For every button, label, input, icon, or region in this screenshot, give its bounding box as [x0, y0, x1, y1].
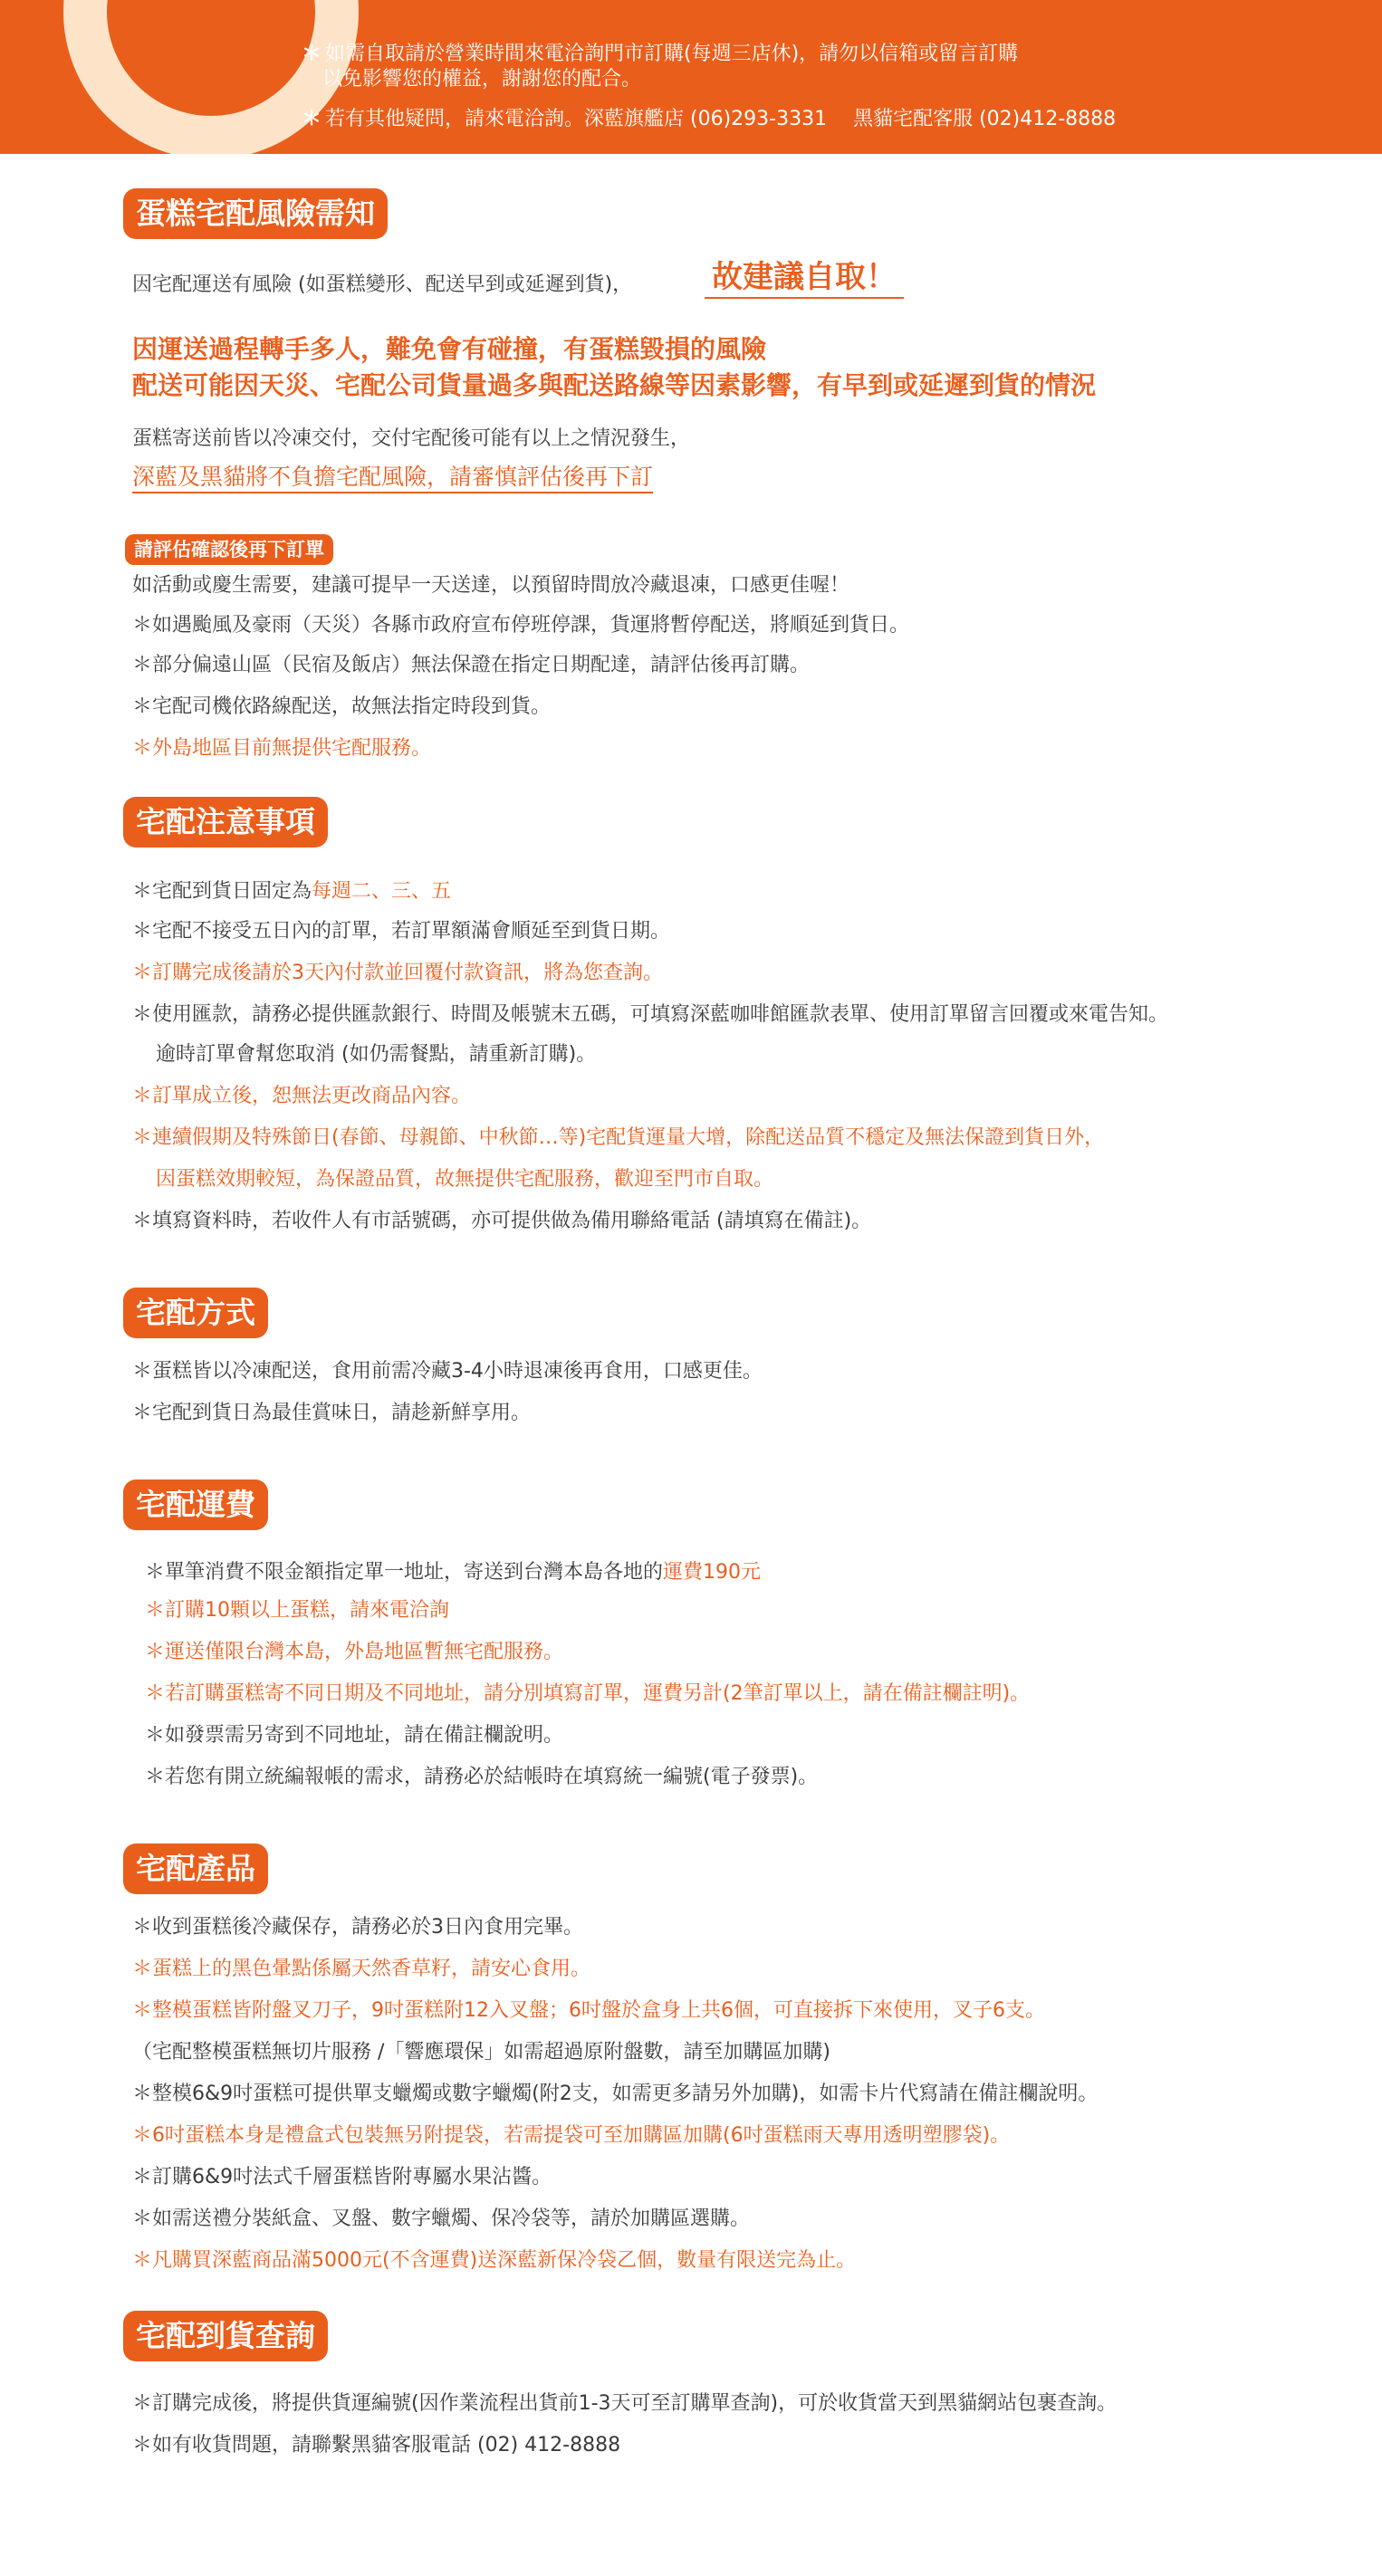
- notice-line-1-text: ＊宅配到貨日固定為: [132, 880, 312, 903]
- fee-line-1: [145, 1559, 761, 1586]
- notice-line-4: ＊使用匯款，請務必提供匯款銀行、時間及帳號末五碼，可填寫深藍咖啡館匯款表單、使用訂單留言回覆或來電告知。: [132, 1003, 1169, 1026]
- section-title-notice: 宅配注意事項: [123, 797, 328, 847]
- product-line-2: ＊蛋糕上的黑色暈點係屬天然香草籽，請安心食用。: [132, 1958, 591, 1980]
- risk-note-2-text: 深藍及黑貓將不負擔宅配風險，請審慎評估後再下訂: [132, 464, 653, 493]
- banner-note-1-text: 如需自取請於營業時間來電洽詢門市訂購(每週三店休)，請勿以信箱或留言訂購: [325, 43, 1019, 65]
- banner-note-1-cont: 以免影響您的權益，謝謝您的配合。: [322, 68, 642, 91]
- risk-line-0: 如活動或慶生需要，建議可提早一天送達，以預留時間放冷藏退凍，口感更佳喔！: [132, 574, 850, 597]
- notice-line-3: ＊訂購完成後請於3天內付款並回覆付款資訊，將為您查詢。: [132, 962, 663, 984]
- product-line-3: ＊整模蛋糕皆附盤叉刀子，9吋蛋糕附12入叉盤；6吋盤於盒身上共6個，可直接拆下來使用，叉子6支。: [132, 1999, 1045, 2022]
- method-line-1: ＊蛋糕皆以冷凍配送，食用前需冷藏3-4小時退凍後再食用，口感更佳。: [132, 1360, 763, 1383]
- banner-note-1: ＊ 如需自取請於營業時間來電洽詢門市訂購(每週三店休)，請勿以信箱或留言訂購: [302, 43, 1019, 65]
- banner-note-2-text: 若有其他疑問，請來電洽詢。深藍旗艦店 (06)293-3331 黑貓宅配客服 (02)412-8888: [325, 108, 1117, 130]
- fee-amount: 運費190元: [663, 1561, 762, 1584]
- product-line-8: ＊如需送禮分裝紙盒、叉盤、數字蠟燭、保冷袋等，請於加購區選購。: [132, 2207, 751, 2230]
- method-line-2: ＊宅配到貨日為最佳賞味日，請趁新鮮享用。: [132, 1402, 532, 1424]
- section-title-method: 宅配方式: [123, 1288, 268, 1338]
- risk-note-2: [132, 464, 653, 491]
- product-line-6: ＊6吋蛋糕本身是禮盒式包裝無另附提袋，若需提袋可至加購區加購(6吋蛋糕雨天專用透明塑膠袋)。: [132, 2124, 1011, 2147]
- risk-line-2: ＊部分偏遠山區（民宿及飯店）無法保證在指定日期配達，請評估後再訂購。: [132, 654, 811, 676]
- risk-line-4: ＊外島地區目前無提供宅配服務。: [132, 737, 432, 760]
- risk-line-1: ＊如遇颱風及豪雨（天災）各縣市政府宣布停班停課，貨運將暫停配送，將順延到貨日。: [132, 614, 910, 637]
- banner-note-2: ＊ 若有其他疑問，請來電洽詢。深藍旗艦店 (06)293-3331 黑貓宅配客服 (02)412-8888: [302, 108, 1117, 130]
- fee-line-5: ＊如發票需另寄到不同地址，請在備註欄說明。: [145, 1724, 564, 1747]
- section-title-risk: 蛋糕宅配風險需知: [123, 188, 388, 239]
- fee-line-2: ＊訂購10顆以上蛋糕，請來電洽詢: [145, 1599, 449, 1622]
- notice-line-6: ＊訂單成立後，恕無法更改商品內容。: [132, 1085, 472, 1107]
- tracking-line-1: ＊訂購完成後，將提供貨運編號(因作業流程出貨前1-3天可至訂購單查詢)，可於收貨當天到黑貓網站包裹查詢。: [132, 2392, 1118, 2415]
- notice-line-9: ＊填寫資料時，若收件人有市話號碼，亦可提供做為備用聯絡電話 (請填寫在備註)。: [132, 1210, 872, 1232]
- fee-line-4: ＊若訂購蛋糕寄不同日期及不同地址，請分別填寫訂單，運費另計(2筆訂單以上，請在備註欄註明)。: [145, 1682, 1031, 1705]
- risk-intro: 因宅配運送有風險 (如蛋糕變形、配送早到或延遲到貨)，: [132, 273, 633, 296]
- risk-confirm-pill: 請評估確認後再下訂單: [125, 534, 333, 565]
- product-line-7: ＊訂購6&9吋法式千層蛋糕皆附專屬水果沾醬。: [132, 2166, 552, 2188]
- notice-line-5: 逾時訂單會幫您取消 (如仍需餐點，請重新訂購)。: [156, 1043, 597, 1066]
- notice-delivery-days: 每週二、三、五: [312, 880, 452, 903]
- risk-note-1: 蛋糕寄送前皆以冷凍交付，交付宅配後可能有以上之情況發生，: [132, 427, 691, 450]
- top-banner: [0, 0, 1382, 154]
- risk-recommend: 故建議自取！: [705, 257, 904, 299]
- risk-warn-2: 配送可能因天災、宅配公司貨量過多與配送路線等因素影響，有早到或延遲到貨的情況: [132, 370, 1097, 400]
- notice-line-1: [132, 878, 451, 905]
- fee-line-1-text: ＊單筆消費不限金額指定單一地址，寄送到台灣本島各地的: [145, 1561, 664, 1584]
- notice-line-7: ＊連續假期及特殊節日(春節、母親節、中秋節…等)宅配貨運量大增，除配送品質不穩定及無法保證到貨日外，: [132, 1126, 1105, 1149]
- risk-line-3: ＊宅配司機依路線配送，故無法指定時段到貨。: [132, 695, 552, 718]
- section-title-tracking: 宅配到貨查詢: [123, 2311, 328, 2361]
- fee-line-6: ＊若您有開立統編報帳的需求，請務必於結帳時在填寫統一編號(電子發票)。: [145, 1766, 819, 1788]
- fee-line-3: ＊運送僅限台灣本島，外島地區暫無宅配服務。: [145, 1641, 564, 1663]
- section-title-product: 宅配產品: [123, 1843, 268, 1894]
- tracking-line-2: ＊如有收貨問題，請聯繫黑貓客服電話 (02) 412-8888: [132, 2434, 621, 2456]
- notice-line-2: ＊宅配不接受五日內的訂單，若訂單額滿會順延至到貨日期。: [132, 920, 671, 943]
- product-line-1: ＊收到蛋糕後冷藏保存，請務必於3日內食用完畢。: [132, 1916, 583, 1939]
- product-line-4: （宅配整模蛋糕無切片服務 /「響應環保」如需超過原附盤數，請至加購區加購): [132, 2041, 830, 2064]
- section-title-fee: 宅配運費: [123, 1480, 268, 1530]
- risk-warn-1: 因運送過程轉手多人，難免會有碰撞，有蛋糕毀損的風險: [132, 334, 767, 364]
- product-line-9: ＊凡購買深藍商品滿5000元(不含運費)送深藍新保冷袋乙個，數量有限送完為止。: [132, 2249, 857, 2272]
- product-line-5: ＊整模6&9吋蛋糕可提供單支蠟燭或數字蠟燭(附2支，如需更多請另外加購)，如需卡片代寫請在備註欄說明。: [132, 2083, 1099, 2105]
- notice-line-8: 因蛋糕效期較短，為保證品質，故無提供宅配服務，歡迎至門市自取。: [156, 1168, 774, 1191]
